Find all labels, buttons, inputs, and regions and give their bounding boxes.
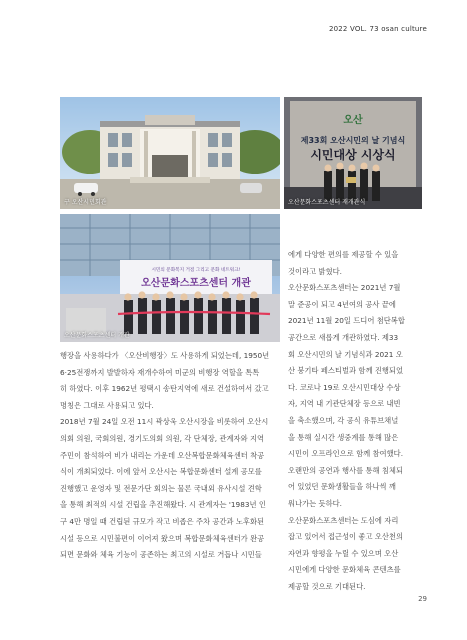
text-line: 주민이 참석하여 비가 내리는 가운데 오산복합문화체육센터 착공 (60, 450, 265, 460)
text-line: 2018년 7월 24일 오전 11시 곽상욱 오산시장을 비롯하여 오산시 (60, 417, 269, 427)
text-line: 히 하였다. 이후 1962년 평택시 송탄지역에 새로 건설하여서 갔고 (60, 384, 269, 394)
text-line: 시설 등으로 시민불편이 이어져 왔으며 복합문화체육센터가 완공 (60, 533, 265, 543)
text-line: 을 축소했으며, 각 공식 유튜브채널 (288, 415, 399, 425)
opening-sign-main: 오산문화스포츠센터 개관 (141, 278, 251, 289)
photo-center-opening (60, 214, 280, 342)
text-line: 2021년 11월 20일 드디어 첨단복합 (288, 316, 405, 326)
text-line: 시민에게 다양한 문화체육 콘텐츠를 (288, 565, 401, 575)
text-line: 진행했고 운영자 및 전문가단 회의는 물론 국내외 유사시설 견학 (60, 483, 262, 493)
caption-center-opening: 오산문화스포츠센터 개관 (64, 332, 130, 339)
text-line: 6·25전쟁까지 발발하자 재개수하여 미군의 비행장 역할을 톡톡 (60, 367, 260, 377)
text-line: 의회 의원, 국회의원, 경기도의회 의원, 각 단체장, 관계자와 지역 (60, 433, 265, 443)
ceremony-image (284, 97, 422, 209)
text-line: 자연과 향평을 누릴 수 있으며 오산 (288, 548, 399, 558)
text-line: 구 4만 명일 때 건립된 규모가 작고 비좁은 주차 공간과 노후화된 (60, 516, 265, 526)
text-line: 다. 코로나 19로 오산시민대상 수상 (288, 382, 401, 392)
text-line: 행장을 사용하다가 〈오산비행장〉도 사용하게 되었는데, 1950년 (60, 351, 270, 360)
text-line: 것이라고 밝혔다. (288, 266, 342, 276)
text-line: 산 붕기타 페스티벌과 함께 진행되었 (288, 366, 404, 376)
text-line: 워나가는 듯하다. (288, 498, 342, 508)
article-text-right-column (288, 247, 422, 595)
article-text-left-column (60, 348, 280, 564)
photo-old-civic-hall (60, 97, 280, 209)
opening-sign-top: 시민의 문화복지 거점 그리고 문화 네트워크! (151, 268, 241, 273)
text-line: 되면 문화와 체육 기능이 공존하는 최고의 시설로 거듭나 시민들 (60, 550, 262, 560)
page-header: 2022 VOL. 73 osan culture (328, 25, 427, 33)
caption-award-ceremony: 오산문화스포츠센터 재개관식 (288, 199, 366, 206)
text-line: 어 있었던 문화생활들을 하나씩 깨 (288, 482, 396, 492)
text-line: 자, 지역 내 기관단체장 등으로 내빈 (288, 399, 401, 409)
text-line: 공간으로 새롭게 개관하였다. 제33 (288, 332, 399, 342)
ceremony-banner-logo: 오산 (343, 115, 363, 126)
ceremony-banner-subtitle: 시민대상 시상식 (310, 148, 396, 162)
caption-old-civic-hall: 구 오산시민회관 (64, 199, 107, 206)
text-line: 식이 개최되었다. 이에 앞서 오산시는 복합문화센터 설계 공모를 (60, 467, 262, 477)
text-line: 회 오산시민의 날 기념식과 2021 오 (288, 349, 403, 359)
text-line: 말 준공이 되고 4년여의 공사 끝에 (288, 299, 396, 309)
ceremony-banner-title: 제33회 오산시민의 날 기념식 (300, 136, 406, 145)
text-line: 을 통해 실시간 생중계를 통해 많은 (288, 432, 399, 442)
page-number: 29 (418, 595, 427, 603)
text-line: 시민이 오프라인으로 함께 참여했다. (288, 449, 404, 459)
text-line: 제공할 것으로 기대된다. (288, 581, 366, 591)
text-line: 명칭은 그대로 사용되고 있다. (60, 400, 154, 410)
text-line: 을 통해 최적의 시설 건립을 추진해왔다. 시 관계자는 '1983년 인 (60, 500, 266, 510)
photo-award-ceremony (284, 97, 422, 209)
text-line: 잡고 있어서 접근성이 좋고 오산천의 (288, 532, 404, 542)
text-line: 에게 다양한 편의를 제공할 수 있을 (288, 250, 399, 259)
text-line: 오산문화스포츠센터는 도심에 자리 (288, 515, 399, 525)
civic-hall-image (60, 97, 280, 209)
opening-image (60, 214, 280, 342)
text-line: 오랜만의 공연과 행사를 통해 침체되 (288, 465, 404, 475)
text-line: 오산문화스포츠센터는 2021년 7월 (288, 283, 401, 293)
